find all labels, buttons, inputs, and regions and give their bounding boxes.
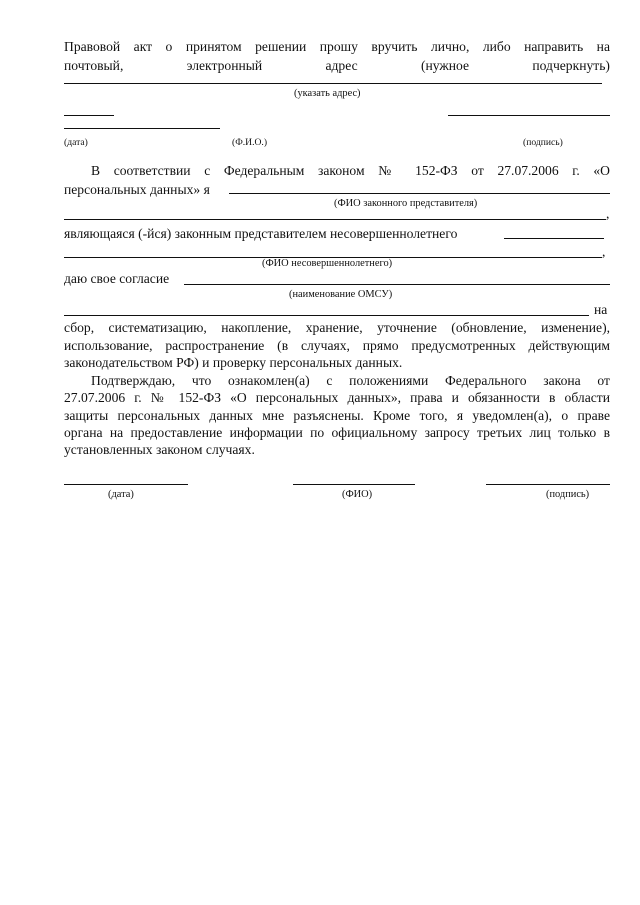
final-date-label: (дата)	[108, 489, 134, 500]
date-label-top: (дата)	[64, 137, 88, 148]
final-signature-label: (подпись)	[546, 489, 590, 500]
word-na: на	[594, 302, 608, 317]
minor-label: (ФИО несовершеннолетнего)	[262, 258, 393, 269]
address-label: (указать адрес)	[294, 88, 361, 99]
final-signature-fill-line[interactable]	[486, 484, 610, 485]
word-needed: (нужное	[420, 58, 470, 73]
comma-2: ,	[602, 244, 606, 259]
minor-fill-line[interactable]	[504, 238, 604, 239]
omsu-fill-line-2[interactable]	[64, 315, 589, 316]
date-fill-line[interactable]	[64, 128, 220, 129]
consent-line1: В соответствии с Федеральным законом № 152-ФЗ от 27.07.2006 г. «О	[91, 163, 610, 178]
final-fio-label: (ФИО)	[342, 489, 373, 500]
representative-fill-line[interactable]	[229, 193, 610, 194]
word-address: адрес	[325, 58, 358, 73]
representative-fill-line-2[interactable]	[64, 219, 606, 220]
comma-1: ,	[606, 206, 610, 221]
confirm-line2: 27.07.2006 г. № 152-ФЗ «О персональных данных», права и обязанности в области	[64, 390, 610, 405]
final-date-fill-line[interactable]	[64, 484, 188, 485]
date-fill-line-short[interactable]	[64, 115, 114, 116]
consent-para-line1: сбор, систематизацию, накопление, хранение, уточнение (обновление, изменение),	[64, 320, 610, 335]
consent-para-line2: использование, распространение (в случаях, прямо предусмотренных действующим	[64, 338, 610, 353]
word-underline: подчеркнуть)	[532, 58, 610, 73]
delivery-request-line2	[64, 58, 610, 74]
consent-line3: являющаяся (-йся) законным представителем несовершеннолетнего	[64, 226, 458, 241]
signature-label-top: (подпись)	[523, 137, 563, 148]
fio-label-top: (Ф.И.О.)	[232, 137, 268, 148]
confirm-line5: установленных законом случаях.	[64, 442, 255, 457]
address-fill-line[interactable]	[64, 83, 602, 84]
omsu-fill-line[interactable]	[184, 284, 610, 285]
word-postal: почтовый,	[64, 58, 124, 73]
consent-para-line3: законодательством РФ) и проверку персональных данных.	[64, 355, 403, 370]
consent-line4: даю свое согласие	[64, 271, 170, 286]
confirm-line4: органа на предоставление информации по официальному запросу третьих лиц только в	[64, 425, 610, 440]
confirm-line3: защиты персональных данных мне разъяснены. Кроме того, я уведомлен(а), о праве	[64, 408, 610, 423]
confirm-line1: Подтверждаю, что ознакомлен(а) с положениями Федерального закона от	[91, 373, 610, 388]
word-electronic: электронный	[186, 58, 263, 73]
omsu-label: (наименование ОМСУ)	[289, 289, 393, 300]
signature-fill-line-top[interactable]	[448, 115, 610, 116]
representative-label: (ФИО законного представителя)	[334, 198, 478, 209]
consent-line2: персональных данных» я	[64, 182, 210, 197]
delivery-request-line1: Правовой акт о принятом решении прошу вручить лично, либо направить на	[64, 39, 610, 54]
final-fio-fill-line[interactable]	[293, 484, 415, 485]
